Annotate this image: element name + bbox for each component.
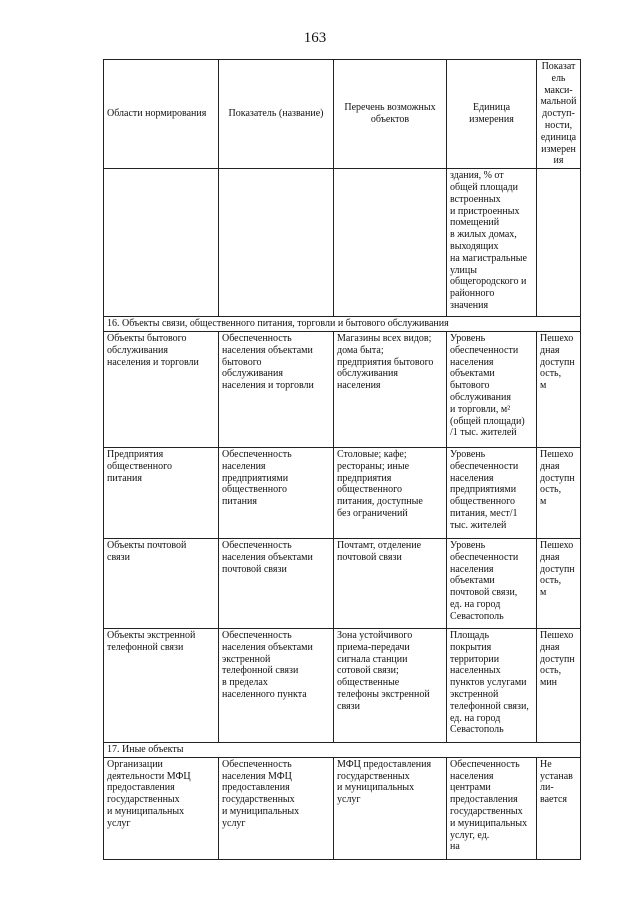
cell-area: Объекты экстренной телефонной связи: [104, 628, 219, 742]
cell-objects: Почтамт, отделение почтовой связи: [334, 538, 447, 628]
cell-indicator: Обеспеченность населения МФЦ предоставления государственных и муниципальных услуг: [219, 757, 334, 859]
cell-area: Организации деятельности МФЦ предоставления государственных и муниципальных услуг: [104, 757, 219, 859]
cell-indicator: Обеспеченность населения предприятиями общественного питания: [219, 447, 334, 538]
cell-accessibility: Не устанавли- вается: [537, 757, 581, 859]
header-row: [104, 60, 581, 169]
cell-objects: Магазины всех видов; дома быта; предприятия бытового обслуживания населения: [334, 331, 447, 447]
header-unit: Единица измерения: [447, 60, 537, 169]
section-heading: 16. Объекты связи, общественного питания, торговли и бытового обслуживания: [104, 317, 581, 332]
cell-indicator: Обеспеченность населения объектами почтовой связи: [219, 538, 334, 628]
cell-objects: Столовые; кафе; рестораны; иные предприятия общественного питания, доступные без ограничений: [334, 447, 447, 538]
cell-unit: Уровень обеспеченности населения объектами бытового обслуживания и торговли, м² (общей площади) /1 тыс. жителей: [447, 331, 537, 447]
cell-objects: Зона устойчивого приема-передачи сигнала станции сотовой связи; общественные телефоны экстренной связи: [334, 628, 447, 742]
table-row: [104, 169, 581, 317]
table-row: [104, 757, 581, 859]
cell-indicator: Обеспеченность населения объектами экстренной телефонной связи в пределах населенного пункта: [219, 628, 334, 742]
header-accessibility: Показатель макси- мальной доступ- ности, единица измерения: [537, 60, 581, 169]
section-heading: 17. Иные объекты: [104, 742, 581, 757]
cell-unit: здания, % от общей площади встроенных и пристроенных помещений в жилых домах, выходящих на магистральные улицы общегородского и районного значения: [447, 169, 537, 317]
section-heading-row: [104, 742, 581, 757]
norms-table: [103, 59, 581, 860]
cell-objects: МФЦ предоставления государственных и муниципальных услуг: [334, 757, 447, 859]
header-objects: Перечень возможных объектов: [334, 60, 447, 169]
cell-indicator: Обеспеченность населения объектами бытового обслуживания населения и торговли: [219, 331, 334, 447]
page-number: 163: [303, 30, 327, 46]
cell-unit: Обеспеченность населения центрами предоставления государственных и муниципальных услуг, ед. на: [447, 757, 537, 859]
cell-accessibility: Пешеходная доступность, мин: [537, 628, 581, 742]
cell-empty: [537, 169, 581, 317]
cell-accessibility: Пешеходная доступность, м: [537, 447, 581, 538]
cell-area: Объекты почтовой связи: [104, 538, 219, 628]
cell-unit: Уровень обеспеченности населения предприятиями общественного питания, мест/1 тыс. жителей: [447, 447, 537, 538]
table-row: [104, 447, 581, 538]
cell-accessibility: Пешеходная доступность, м: [537, 331, 581, 447]
cell-accessibility: Пешеходная доступность, м: [537, 538, 581, 628]
cell-empty: [219, 169, 334, 317]
table-row: [104, 538, 581, 628]
cell-empty: [104, 169, 219, 317]
header-area: Области нормирования: [104, 60, 219, 169]
section-heading-row: [104, 317, 581, 332]
cell-unit: Уровень обеспеченности населения объектами почтовой связи, ед. на город Севастополь: [447, 538, 537, 628]
cell-area: Объекты бытового обслуживания населения и торговли: [104, 331, 219, 447]
cell-area: Предприятия общественного питания: [104, 447, 219, 538]
cell-empty: [334, 169, 447, 317]
cell-unit: Площадь покрытия территории населенных пунктов услугами экстренной телефонной связи, ед. на город Севастополь: [447, 628, 537, 742]
header-indicator: Показатель (название): [219, 60, 334, 169]
table-row: [104, 331, 581, 447]
table-row: [104, 628, 581, 742]
